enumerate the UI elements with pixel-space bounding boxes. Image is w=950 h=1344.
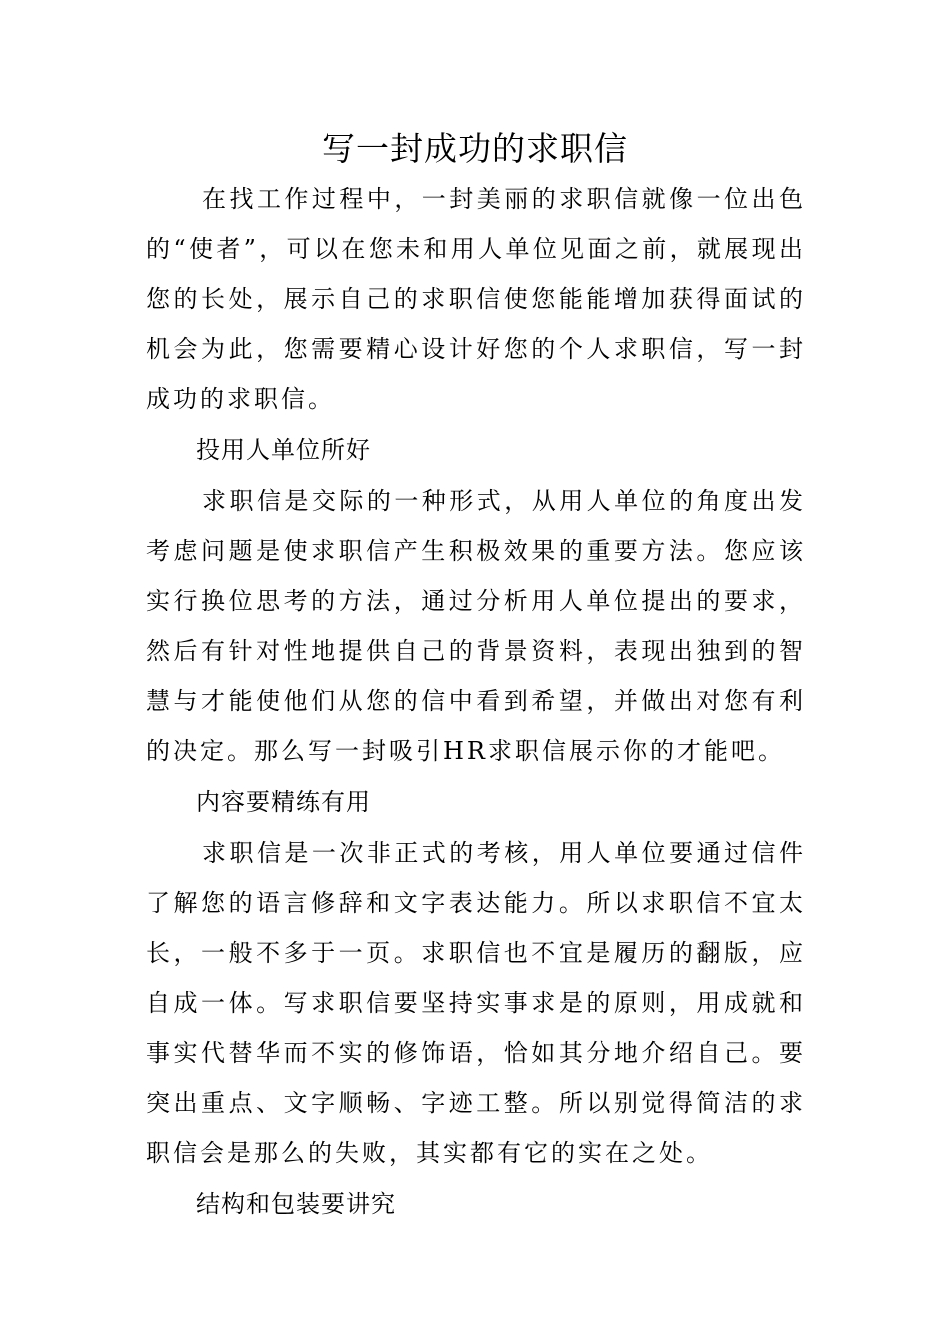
document-body (146, 174, 806, 1230)
paragraph-content: 求职信是一次非正式的考核，用人单位要通过信件了解您的语言修辞和文字表达能力。所以求职信不宜太长，一般不多于一页。求职信也不宜是履历的翻版，应自成一体。写求职信要坚持实事求是的原则，用成就和事实代替华而不实的修饰语，恰如其分地介绍自己。要突出重点、文字顺畅、字迹工整。所以别觉得简洁的求职信会是那么的失败，其实都有它的实在之处。 (146, 839, 806, 1167)
document-title: 写一封成功的求职信 (322, 129, 628, 168)
section-heading-employer: 投用人单位所好 (196, 436, 371, 464)
section-heading-structure: 结构和包装要讲究 (196, 1190, 396, 1218)
paragraph-intro: 在找工作过程中，一封美丽的求职信就像一位出色的“使者”，可以在您未和用人单位见面之前，就展现出您的长处，展示自己的求职信使您能能增加获得面试的机会为此，您需要精心设计好您的个人求职信，写一封成功的求职信。 (146, 185, 806, 413)
section-heading-content: 内容要精练有用 (196, 788, 371, 816)
paragraph-employer: 求职信是交际的一种形式，从用人单位的角度出发考虑问题是使求职信产生积极效果的重要方法。您应该实行换位思考的方法，通过分析用人单位提出的要求，然后有针对性地提供自己的背景资料，表现出独到的智慧与才能使他们从您的信中看到希望，并做出对您有利的决定。那么写一封吸引HR求职信展示你的才能吧。 (146, 487, 806, 765)
